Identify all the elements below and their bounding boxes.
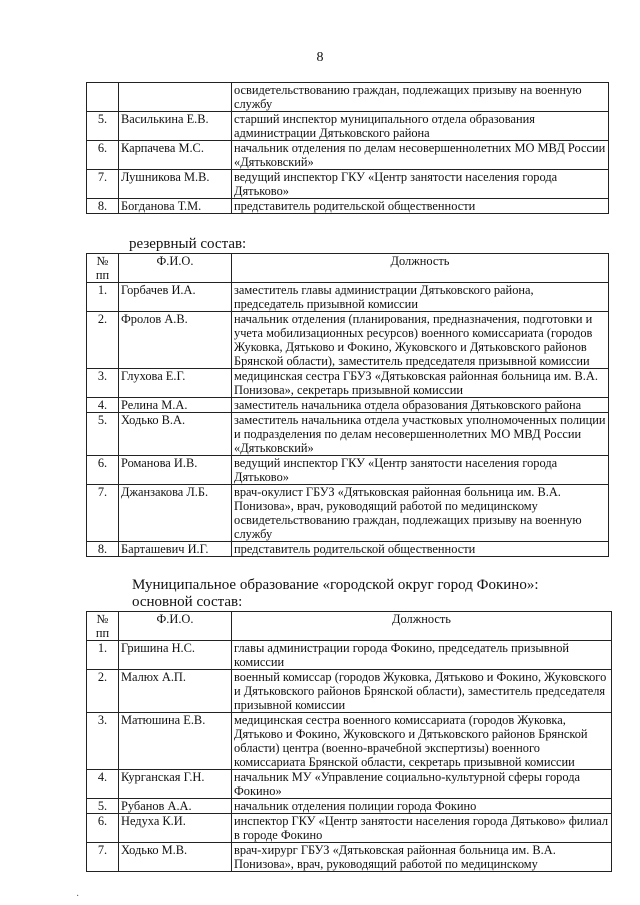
cell-number: 6. <box>87 814 119 843</box>
table-header-row <box>87 612 612 641</box>
cell-position: начальник отделения (планирования, предназначения, подготовки и учета мобилизационных ресурсов) военного комиссариата (городов Жуковка, Дятьково и Фокино, Жуковского и Дятьковского районов Брянской области), заместитель председателя призывной комиссии <box>232 312 609 369</box>
cell-name: Лушникова М.В. <box>119 170 232 199</box>
cell-number: 3. <box>87 713 119 770</box>
cell-name: Малюх А.П. <box>119 670 232 713</box>
cell-position: медицинская сестра ГБУЗ «Дятьковская районная больница им. В.А. Понизова», секретарь призывной комиссии <box>232 369 609 398</box>
header-position: Должность <box>232 254 609 283</box>
cell-position: заместитель начальника отдела участковых уполномоченных полиции и подразделения по делам несовершеннолетних МО МВД России «Дятьковский» <box>232 413 609 456</box>
cell-position: главы администрации города Фокино, председатель призывной комиссии <box>232 641 612 670</box>
header-name: Ф.И.О. <box>119 254 232 283</box>
table-row <box>87 141 609 170</box>
table-row <box>87 369 609 398</box>
cell-number: 2. <box>87 312 119 369</box>
cell-name: Василькина Е.В. <box>119 112 232 141</box>
table-row <box>87 199 609 214</box>
cell-number: 5. <box>87 112 119 141</box>
cell-name: Карпачева М.С. <box>119 141 232 170</box>
cell-name: Ходько М.В. <box>119 843 232 872</box>
page-number: 8 <box>316 50 324 65</box>
cell-position: заместитель главы администрации Дятьковского района, председатель призывной комиссии <box>232 283 609 312</box>
header-number: № пп <box>87 612 119 641</box>
cell-name: Курганская Г.Н. <box>119 770 232 799</box>
cell-number: 7. <box>87 843 119 872</box>
table-row <box>87 799 612 814</box>
cell-name: Романова И.В. <box>119 456 232 485</box>
cell-name: Горбачев И.А. <box>119 283 232 312</box>
commission-table-main-continued <box>86 82 609 214</box>
cell-position: начальник МУ «Управление социально-культурной сферы города Фокино» <box>232 770 612 799</box>
table-header-row <box>87 254 609 283</box>
table-row <box>87 283 609 312</box>
cell-name: Фролов А.В. <box>119 312 232 369</box>
table-row <box>87 83 609 112</box>
cell-position: заместитель начальника отдела образования Дятьковского района <box>232 398 609 413</box>
cell-position: начальник отделения полиции города Фокино <box>232 799 612 814</box>
table-row <box>87 670 612 713</box>
commission-table-fokino <box>86 611 612 872</box>
cell-number: 1. <box>87 641 119 670</box>
cell-name: Глухова Е.Г. <box>119 369 232 398</box>
cell-position: инспектор ГКУ «Центр занятости населения города Дятьково» филиал в городе Фокино <box>232 814 612 843</box>
table-row <box>87 843 612 872</box>
cell-position: врач-хирург ГБУЗ «Дятьковская районная больница им. В.А. Понизова», врач, руководящий работой по медицинскому <box>232 843 612 872</box>
cell-position: представитель родительской общественности <box>232 199 609 214</box>
scan-dot-mark: · <box>76 891 80 902</box>
municipality-heading: Муниципальное образование «городской округ город Фокино»: <box>132 577 539 593</box>
table-row <box>87 312 609 369</box>
cell-position: старший инспектор муниципального отдела образования администрации Дятьковского района <box>232 112 609 141</box>
cell-name: Рубанов А.А. <box>119 799 232 814</box>
cell-position: представитель родительской общественности <box>232 542 609 557</box>
cell-name <box>119 83 232 112</box>
cell-number: 4. <box>87 770 119 799</box>
cell-name: Недуха К.И. <box>119 814 232 843</box>
cell-number: 7. <box>87 170 119 199</box>
table-row <box>87 770 612 799</box>
table-row <box>87 542 609 557</box>
header-name: Ф.И.О. <box>119 612 232 641</box>
table-row <box>87 398 609 413</box>
cell-number: 4. <box>87 398 119 413</box>
header-position: Должность <box>232 612 612 641</box>
cell-position: ведущий инспектор ГКУ «Центр занятости населения города Дятьково» <box>232 170 609 199</box>
cell-name: Гришина Н.С. <box>119 641 232 670</box>
table-row <box>87 485 609 542</box>
cell-name: Релина М.А. <box>119 398 232 413</box>
table-row <box>87 413 609 456</box>
cell-name: Богданова Т.М. <box>119 199 232 214</box>
cell-number: 8. <box>87 542 119 557</box>
cell-number: 1. <box>87 283 119 312</box>
cell-position: освидетельствованию граждан, подлежащих призыву на военную службу <box>232 83 609 112</box>
cell-position: начальник отделения по делам несовершеннолетних МО МВД России «Дятьковский» <box>232 141 609 170</box>
table-row <box>87 713 612 770</box>
cell-position: медицинская сестра военного комиссариата (городов Жуковка, Дятьково и Фокино, Жуковского и Дятьковского районов Брянской области) центра (военно-врачебной экспертизы) военного комиссариата Брянской области, секретарь призывной комиссии <box>232 713 612 770</box>
cell-name: Барташевич И.Г. <box>119 542 232 557</box>
cell-position: военный комиссар (городов Жуковка, Дятьково и Фокино, Жуковского и Дятьковского районов Брянской области), заместитель председателя призывной комиссии <box>232 670 612 713</box>
cell-name: Джанзакова Л.Б. <box>119 485 232 542</box>
cell-number: 8. <box>87 199 119 214</box>
cell-number: 7. <box>87 485 119 542</box>
cell-number: 3. <box>87 369 119 398</box>
table-row <box>87 641 612 670</box>
cell-number: 6. <box>87 141 119 170</box>
table-row <box>87 112 609 141</box>
cell-number: 2. <box>87 670 119 713</box>
commission-table-reserve <box>86 253 609 557</box>
cell-number: 5. <box>87 799 119 814</box>
main-composition-heading: основной состав: <box>132 594 243 610</box>
header-number: № пп <box>87 254 119 283</box>
cell-name: Матюшина Е.В. <box>119 713 232 770</box>
cell-position: ведущий инспектор ГКУ «Центр занятости населения города Дятьково» <box>232 456 609 485</box>
cell-number <box>87 83 119 112</box>
cell-position: врач-окулист ГБУЗ «Дятьковская районная больница им. В.А. Понизова», врач, руководящий работой по медицинскому освидетельствованию граждан, подлежащих призыву на военную службу <box>232 485 609 542</box>
table-row <box>87 456 609 485</box>
table-row <box>87 814 612 843</box>
cell-number: 5. <box>87 413 119 456</box>
table-row <box>87 170 609 199</box>
cell-name: Ходько В.А. <box>119 413 232 456</box>
reserve-composition-heading: резервный состав: <box>129 236 247 252</box>
cell-number: 6. <box>87 456 119 485</box>
